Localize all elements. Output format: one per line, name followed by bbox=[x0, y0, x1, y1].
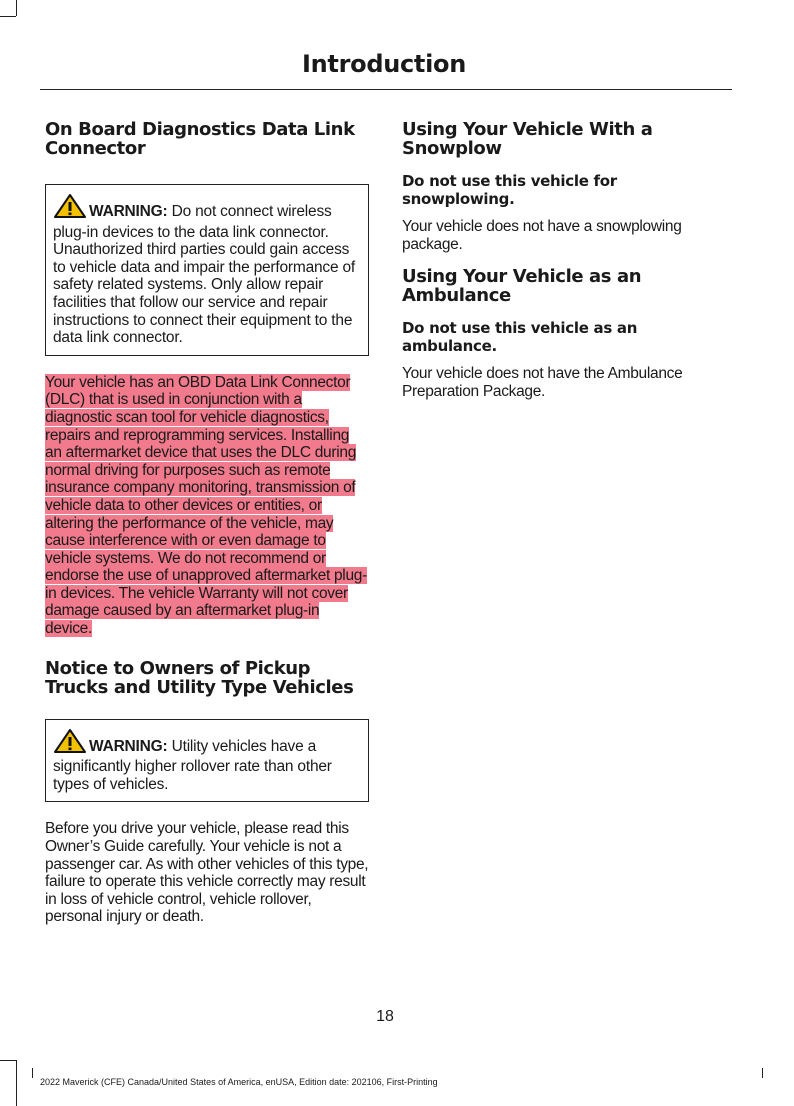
crop-mark bbox=[16, 0, 17, 16]
pickup-body-text: Before you drive your vehicle, please read this Owner’s Guide carefully. Your vehicle is not a passenger car. As with other vehicles of this type, failure to operate this vehicle correctly may result in loss of vehicle control, vehicle rollover, personal injury or death. bbox=[45, 820, 369, 926]
ambulance-subheading: Do not use this vehicle as an ambulance. bbox=[402, 319, 638, 356]
left-column bbox=[45, 120, 369, 926]
section-heading-pickup: Notice to Owners of Pickup Trucks and Utility Type Vehicles bbox=[45, 657, 354, 698]
section-heading-ambulance: Using Your Vehicle as an Ambulance bbox=[402, 266, 642, 307]
footer-edition-text: 2022 Maverick (CFE) Canada/United States of America, enUSA, Edition date: 202106, First-Printing bbox=[40, 1077, 438, 1087]
snowplow-subheading: Do not use this vehicle for snowplowing. bbox=[402, 172, 617, 208]
header-rule bbox=[40, 89, 732, 90]
ambulance-body-text: Your vehicle does not have the Ambulance Preparation Package. bbox=[402, 365, 683, 400]
crop-mark bbox=[16, 1060, 17, 1106]
highlighted-text: Your vehicle has an OBD Data Link Connector (DLC) that is used in conjunction with a diagnostic scan tool for vehicle diagnostics, repairs and reprogramming services. Installing an aftermarket device that uses the DLC during normal driving for purposes such as remote insurance company monitoring, transmission of vehicle data to other devices or entities, or altering the performance of the vehicle, may cause interference with or even damage to vehicle systems. We do not recommend or endorse the use of unapproved aftermarket plug-in devices. The vehicle Warranty will not cover damage caused by an aftermarket plug-in device. bbox=[45, 373, 367, 638]
section-heading-snowplow: Using Your Vehicle With a Snowplow bbox=[402, 119, 653, 159]
warning-label: WARNING: bbox=[89, 737, 168, 755]
warning-text: Utility vehicles have a significantly higher rollover rate than other types of vehicles. bbox=[53, 737, 332, 793]
warning-triangle-icon bbox=[53, 193, 87, 224]
obd-body-text bbox=[45, 374, 369, 638]
crop-mark bbox=[32, 1068, 33, 1078]
page-title: Introduction bbox=[302, 50, 466, 78]
crop-mark bbox=[0, 16, 16, 17]
crop-mark bbox=[762, 1068, 763, 1078]
right-column bbox=[402, 120, 732, 400]
warning-triangle-icon bbox=[53, 728, 87, 759]
snowplow-body-text: Your vehicle does not have a snowplowing package. bbox=[402, 218, 682, 253]
crop-mark bbox=[0, 1060, 16, 1061]
page-number: 18 bbox=[376, 1008, 394, 1025]
warning-text: Do not connect wireless plug-in devices to the data link connector. Unauthorized third parties could gain access to vehicle data and impair the performance of safety related systems. Only allow repair facilities that follow our service and repair instructions to connect their equipment to the data link connector. bbox=[53, 203, 356, 347]
warning-box-obd bbox=[45, 184, 369, 356]
warning-label: WARNING: bbox=[89, 203, 168, 220]
section-heading-obd: On Board Diagnostics Data Link Connector bbox=[45, 119, 355, 159]
warning-box-rollover bbox=[45, 719, 369, 803]
